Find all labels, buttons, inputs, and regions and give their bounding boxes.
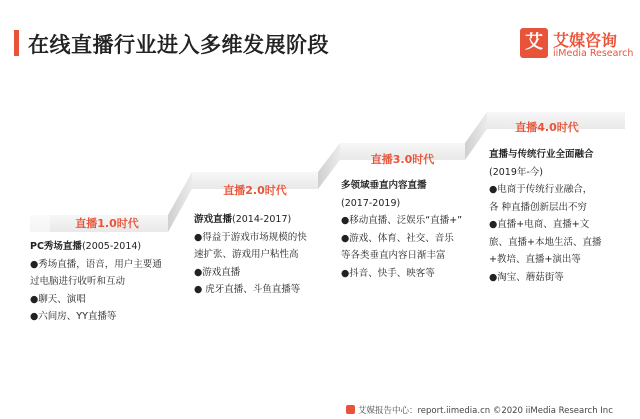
stage-2-line: ●得益于游戏市场规模的快 bbox=[194, 231, 307, 243]
stage-3-line: ●游戏、体育、社交、音乐 bbox=[341, 232, 454, 244]
footer-credit bbox=[346, 404, 613, 416]
stage-1-line: ●秀场直播，语音，用户主要通 bbox=[30, 258, 162, 270]
report-icon bbox=[346, 405, 355, 414]
stage-4-line: +教培、直播+演出等 bbox=[489, 254, 581, 265]
riser-3 bbox=[465, 112, 487, 160]
stage-1-line: 过电脑进行收听和互动 bbox=[30, 276, 126, 287]
stage-1-header: PC秀场直播(2005-2014) bbox=[30, 241, 142, 252]
stage-2-header: 游戏直播(2014-2017) bbox=[194, 214, 292, 225]
stage-4-line: 旅、直播+本地生活、直播 bbox=[489, 236, 602, 248]
stage-2-line: ● 虎牙直播、斗鱼直播等 bbox=[194, 284, 301, 295]
stage-2-label: 直播2.0时代 bbox=[223, 184, 287, 197]
stage-1-label: 直播1.0时代 bbox=[75, 217, 139, 230]
stage-4-line: (2019年-今) bbox=[489, 166, 544, 178]
page-title: 在线直播行业进入多维发展阶段 bbox=[28, 33, 329, 57]
step-1-fade bbox=[30, 205, 50, 232]
stage-4-line: ●淘宝、蘑菇街等 bbox=[489, 271, 564, 283]
footer-text: 艾媒报告中心：report.iimedia.cn ©2020 iiMedia Research Inc bbox=[358, 406, 613, 416]
stage-3-line: (2017-2019) bbox=[341, 197, 401, 209]
stage-3-header: 多领域垂直内容直播 bbox=[341, 180, 427, 191]
stage-1-description bbox=[30, 238, 162, 326]
stage-4-label: 直播4.0时代 bbox=[515, 121, 579, 134]
logo-text-en: iiMedia Research bbox=[553, 48, 634, 59]
logo-text-cn: 艾媒咨询 bbox=[553, 31, 618, 50]
stage-2-line: ●游戏直播 bbox=[194, 266, 241, 278]
stage-1-line: ●六间房、YY直播等 bbox=[30, 311, 117, 322]
stage-4-line: ●直播+电商、直播+文 bbox=[489, 219, 590, 230]
stage-3-label: 直播3.0时代 bbox=[370, 153, 435, 166]
stage-4-header: 直播与传统行业全面融合 bbox=[489, 149, 594, 160]
stage-3-line: ●抖音、快手、映客等 bbox=[341, 267, 435, 279]
stage-1-line: ●聊天、演唱 bbox=[30, 293, 86, 305]
logo-mark-glyph: 艾 bbox=[525, 32, 543, 53]
stage-2-line: 速扩张、游戏用户粘性高 bbox=[194, 249, 299, 260]
stage-4-description bbox=[489, 146, 601, 286]
stage-3-line: 等各类垂直内容日渐丰富 bbox=[341, 250, 446, 261]
stage-2-description bbox=[194, 211, 307, 299]
stage-3-description bbox=[341, 177, 462, 282]
stage-3-line: ●移动直播、泛娱乐“直播+” bbox=[341, 215, 463, 226]
stage-4-line: ●电商于传统行业融合， bbox=[489, 184, 593, 195]
stage-4-line: 各 种直播创新层出不穷 bbox=[489, 201, 588, 213]
riser-2 bbox=[318, 143, 340, 189]
